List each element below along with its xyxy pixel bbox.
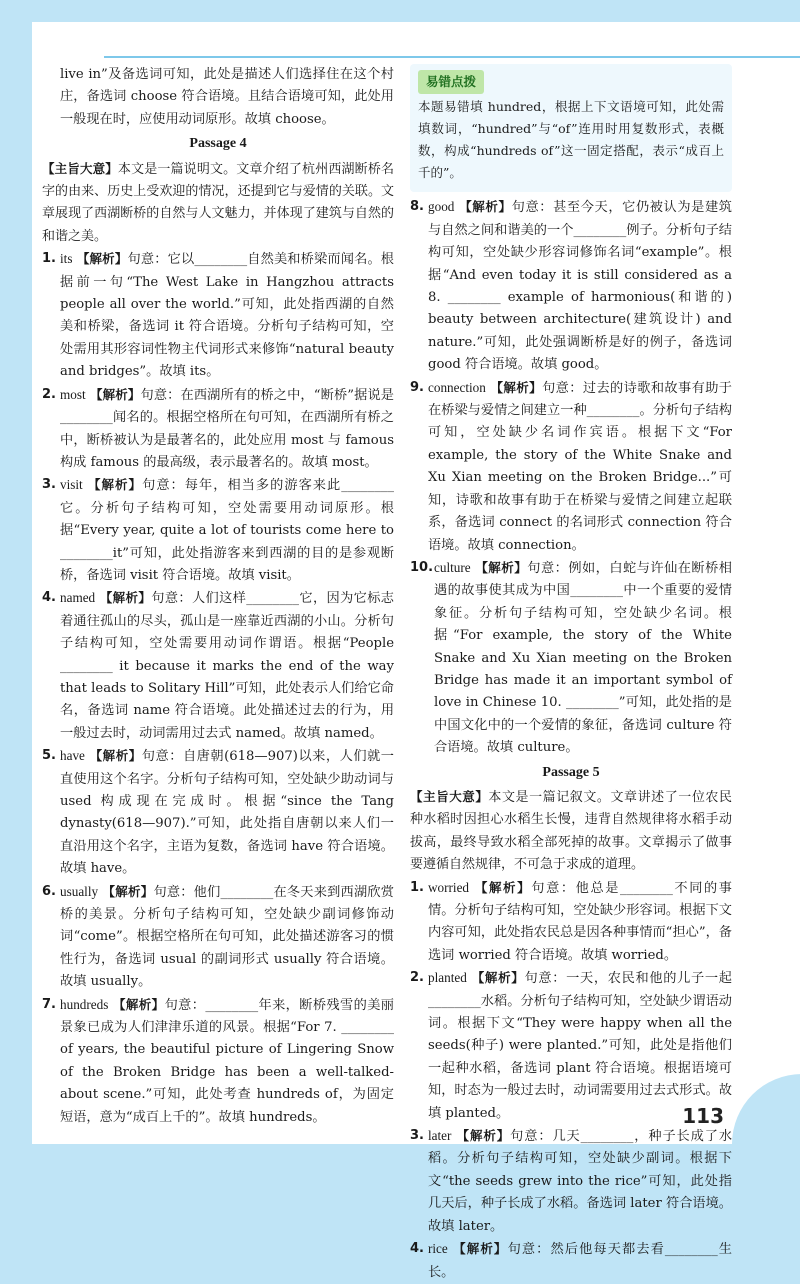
summary-tag: 【主旨大意】	[410, 788, 489, 804]
error-tip-text: 本题易错填 hundred，根据上下文语境可知，此处需填数词，“hundred”与“of”连用时用复数形式，表概数，构成“hundreds of”这一固定搭配，表示“成百上千的”。	[418, 99, 724, 181]
answer-item-4	[42, 587, 394, 745]
item-tag: 【解析】	[490, 379, 543, 395]
item-tag: 【解析】	[474, 879, 532, 895]
item-number: 9.	[410, 379, 424, 395]
item-answer: connection	[428, 379, 486, 395]
item-text: 句意：然后他每天都去看________生长。	[428, 1242, 732, 1280]
item-text: 句意：________年来，断桥残雪的美丽景象已成为人们津津乐道的风景。根据“For 7. ________ of years, the beautiful picture of Lingering Snow of the Broken Bridge has been a well-talked-about scene.”可知，此处考查 hundreds of，为固定短语，意为“成百上千的”。故填 hundreds。	[60, 997, 394, 1125]
item-text: 句意：几天________，种子长成了水稻。分析句子结构可知，空处缺少副词。根据下文“the seeds grew into the rice”可知，此处指几天后，种子长成了水稻。备选词 later 符合语境。故填 later。	[428, 1129, 733, 1234]
answer-item-10	[410, 557, 732, 760]
passage5-title: Passage 5	[542, 764, 600, 780]
page-number: 113	[682, 1104, 724, 1128]
item-tag: 【解析】	[459, 199, 512, 215]
right-column	[410, 64, 732, 1284]
item-text: 句意：在西湖所有的桥之中，“断桥”据说是________闻名的。根据空格所在句可知，在西湖所有桥之中，断桥被认为是最著名的，此处应用 most 与 famous 构成 famous 的最高级，表示最著名的。故填 most。	[60, 387, 394, 470]
answer-item-9	[410, 377, 732, 557]
item-number: 8.	[410, 199, 424, 215]
error-tip-box	[410, 64, 732, 192]
item-answer: worried	[428, 879, 470, 895]
item-number: 10.	[410, 559, 434, 575]
header-rule	[104, 56, 800, 58]
item-number: 1.	[410, 879, 424, 895]
item-number: 4.	[42, 590, 56, 606]
item-tag: 【解析】	[475, 559, 528, 575]
item-answer: have	[60, 748, 85, 764]
item-answer: rice	[428, 1241, 448, 1257]
summary-text: 本文是一篇记叙文。文章讲述了一位农民种水稻时因担心水稻生长慢，违背自然规律将水稻手动拔高，最终导致水稻全部死掉的故事。文章揭示了做事要遵循自然规律，不可急于求成的道理。	[410, 789, 732, 873]
item-text: 句意：人们这样________它，因为它标志着通往孤山的尽头，孤山是一座靠近西湖的小山。分析句子结构可知，空处需要用动词作谓语。根据“People ________ it because it marks the end of the way that leads to Solitary Hill”可知，此处表示人们给它命名，备选词 name 符合语境。此处描述过去的行为，用一般过去时，动词需用过去式 named。故填 named。	[60, 591, 394, 741]
item-tag: 【解析】	[453, 1241, 508, 1257]
item-tag: 【解析】	[456, 1128, 511, 1144]
summary-tag: 【主旨大意】	[42, 160, 118, 176]
item-tag: 【解析】	[87, 477, 143, 493]
item-number: 7.	[42, 996, 56, 1012]
item-tag: 【解析】	[89, 748, 142, 764]
item-text: 句意：它以________自然美和桥梁而闻名。根据前一句“The West Lake in Hangzhou attracts people all over the world.”可知，此处指西湖的自然美和桥梁，备选词 it 符合语境。分析句子结构可知，空处需用其形容词性物主代词形式来修饰“natural beauty and bridges”。故填 its。	[60, 252, 394, 380]
answer-item-1	[42, 248, 394, 383]
item-number: 6.	[42, 883, 56, 899]
item-tag: 【解析】	[471, 970, 525, 986]
item-text: 句意：例如，白蛇与许仙在断桥相遇的故事使其成为中国________中一个重要的爱情象征。分析句子结构可知，空处缺少名词。根据“For example, the story of the White Snake and Xu Xian meeting on the Broken Bridge has made it an important symbol of love in Chinese 10. ________”可知，此处指的是中国文化中的一个爱情的象征，备选词 culture 符合语境。故填 culture。	[434, 560, 732, 756]
item-answer: culture	[434, 559, 471, 575]
p5-answer-item-4	[410, 1238, 732, 1284]
item-tag: 【解析】	[112, 996, 165, 1012]
item-answer: usually	[60, 883, 99, 899]
p5-answer-item-1	[410, 877, 732, 968]
p5-answer-item-3	[410, 1125, 732, 1238]
error-tip-badge: 易错点拨	[418, 70, 484, 94]
item-number: 5.	[42, 748, 56, 764]
item-number: 4.	[410, 1241, 424, 1257]
item-text: 句意：过去的诗歌和故事有助于在桥梁与爱情之间建立一种________。分析句子结构可知，空处缺少名词作宾语。根据下文“For example, the story of the White Snake and Xu Xian meeting on the Broken Bridge...”可知，诗歌和故事有助于在桥梁与爱情之间建立起联系，备选词 connect 的名词形式 connection 符合语境。故填 connection。	[428, 380, 732, 553]
answer-item-2	[42, 384, 394, 475]
passage4-title: Passage 4	[189, 136, 247, 152]
page-corner-decoration	[732, 1074, 800, 1144]
item-answer: most	[60, 386, 86, 402]
item-answer: later	[428, 1128, 452, 1144]
summary-text: 本文是一篇说明文。文章介绍了杭州西湖断桥名字的由来、历史上受欢迎的情况，还提到它与爱情的关联。文章展现了西湖断桥的自然与人文魅力，并体现了建筑与自然的和谐之美。	[42, 161, 394, 244]
item-answer: its	[60, 251, 73, 267]
item-text: 句意：每年，相当多的游客来此________它。分析句子结构可知，空处需要用动词原形。根据“Every year, quite a lot of tourists come here to ________it”可知，此处指游客来到西湖的目的是参观断桥，备选词 visit 符合语境。故填 visit。	[60, 478, 394, 583]
answer-item-5	[42, 745, 394, 880]
item-answer: named	[60, 590, 96, 606]
item-text: 句意：他总是________不同的事情。分析句子结构可知，空处缺少形容词。根据下文内容可知，此处指农民总是因各种事情而“担心”，备选词 worried 符合语境。故填 worried。	[428, 880, 732, 963]
item-number: 2.	[42, 386, 56, 402]
p5-answer-item-2	[410, 967, 732, 1125]
item-answer: visit	[60, 477, 83, 493]
item-answer: hundreds	[60, 996, 109, 1012]
item-text: 句意：一天，农民和他的儿子一起________水稻。分析句子结构可知，空处缺少谓语动词。根据下文“They were happy when all the seeds(种子) were planted.”可知，此处是指他们一起种水稻，备选词 plant 符合语境。根据语境可知，时态为一般过去时，动词需要用过去式形式。故填 planted。	[428, 971, 732, 1121]
answer-item-3	[42, 474, 394, 587]
item-answer: planted	[428, 970, 467, 986]
item-tag: 【解析】	[102, 883, 154, 899]
item-number: 1.	[42, 251, 56, 267]
item-text: 句意：自唐朝(618—907)以来，人们就一直使用这个名字。分析句子结构可知，空处缺少助动词与 used 构成现在完成时。根据“since the Tang dynasty(618—907).”可知，此处指自唐朝以来人们一直沿用这个名字，主语为复数，备选词 have 符合语境。故填 have。	[60, 749, 394, 877]
left-column	[42, 64, 394, 1129]
item-answer: good	[428, 199, 455, 215]
answer-item-8	[410, 196, 732, 376]
answer-item-6	[42, 881, 394, 994]
passage3-tail: live in”及备选词可知，此处是描述人们选择住在这个村庄，备选词 choose 符合语境。且结合语境可知，此处用一般现在时，应使用动词原形。故填 choose。	[60, 67, 394, 127]
passage5-summary	[410, 786, 732, 877]
item-number: 3.	[410, 1128, 424, 1144]
passage4-summary	[42, 158, 394, 249]
item-tag: 【解析】	[99, 590, 152, 606]
item-text: 句意：他们________在冬天来到西湖欣赏桥的美景。分析句子结构可知，空处缺少副词修饰动词“come”。根据空格所在句可知，此处描述游客习的惯性行为，备选词 usual 的副词形式 usually 符合语境。故填 usually。	[60, 884, 394, 990]
item-number: 2.	[410, 970, 424, 986]
item-text: 句意：甚至今天，它仍被认为是建筑与自然之间和谐美的一个________例子。分析句子结构可知，空处缺少形容词修饰名词“example”。根据“And even today it is still considered as a 8. ________ example of harmonious(和谐的) beauty between architecture(建筑设计) and nature.”可知，此处强调断桥是好的例子，备选词 good 符合语境。故填 good。	[428, 200, 732, 373]
item-tag: 【解析】	[76, 251, 128, 267]
item-tag: 【解析】	[89, 386, 141, 402]
item-number: 3.	[42, 477, 56, 493]
answer-item-7	[42, 994, 394, 1129]
